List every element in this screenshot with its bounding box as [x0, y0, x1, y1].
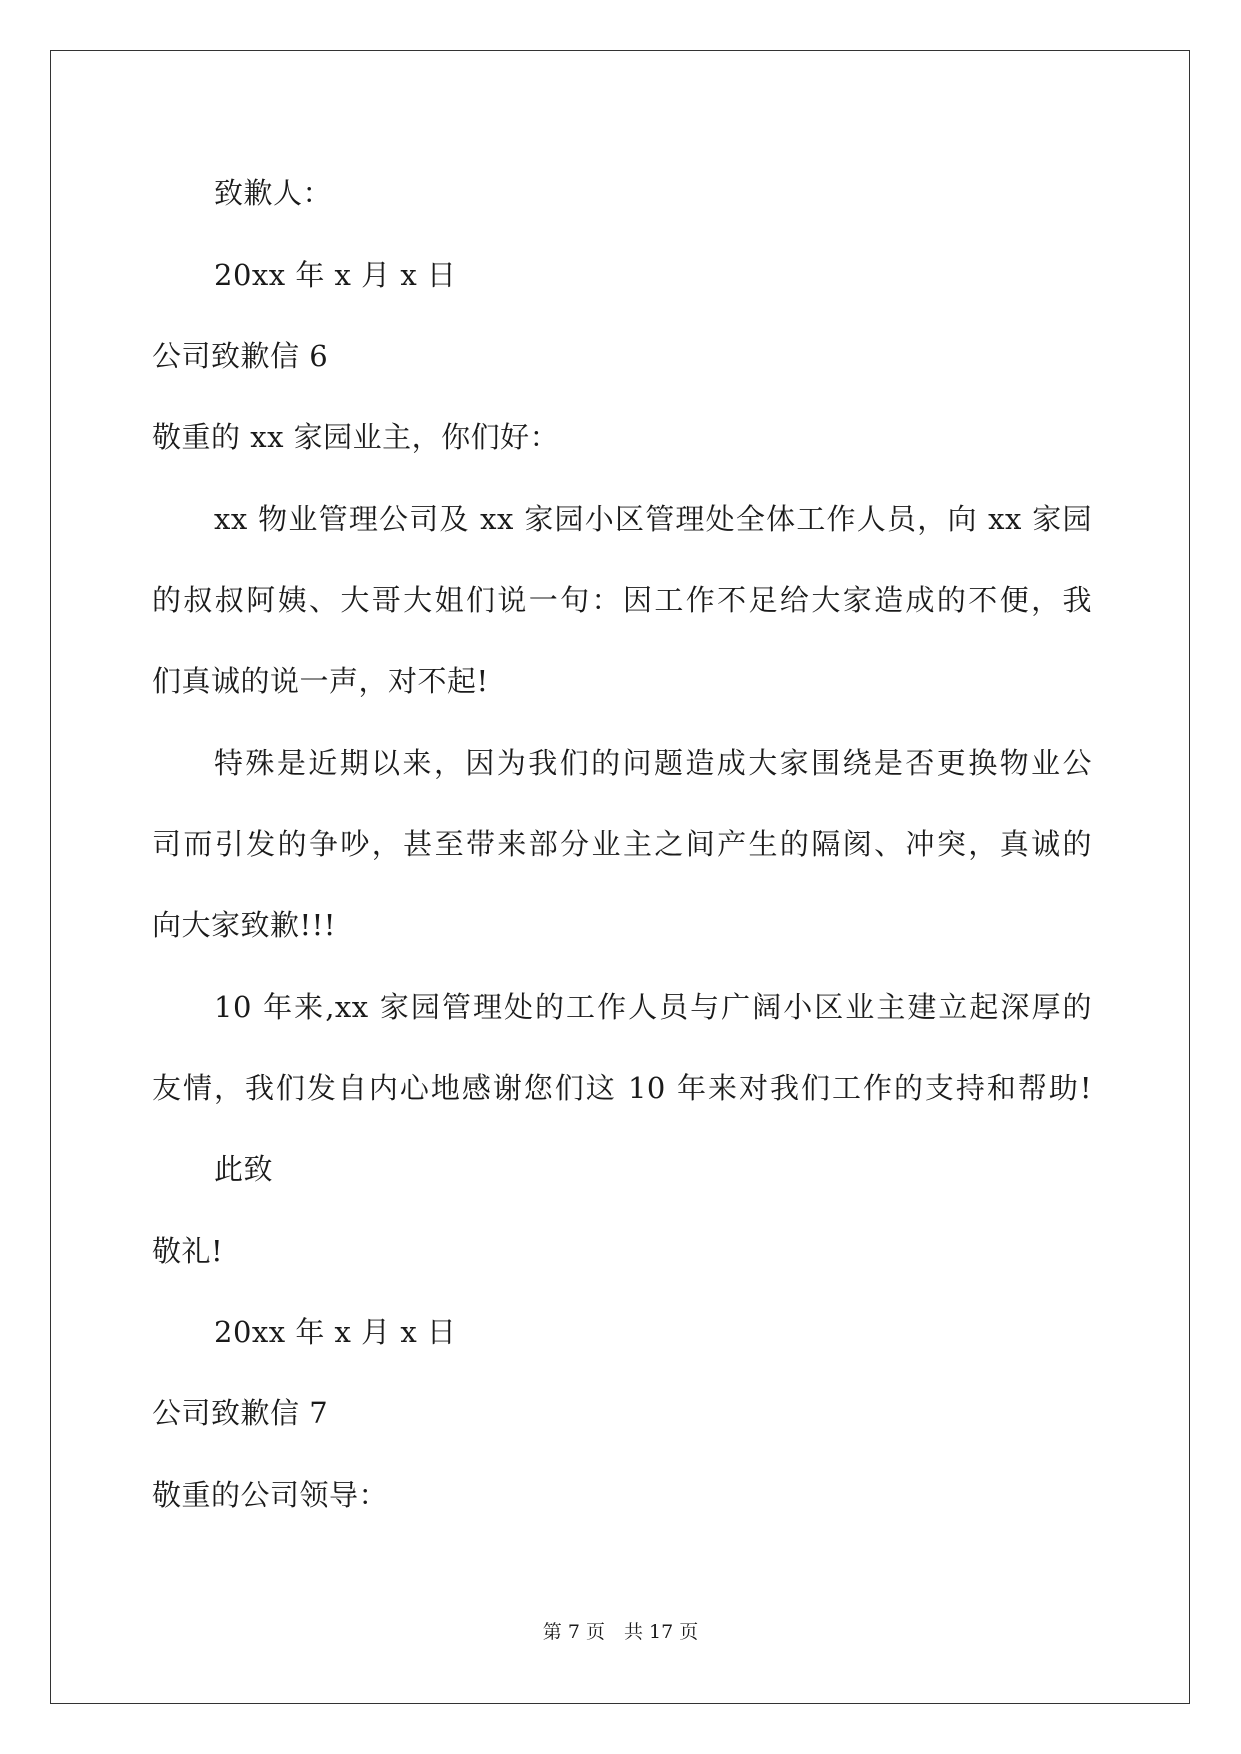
salutation: 敬重的 xx 家园业主，你们好：	[152, 420, 560, 454]
date-line: 20xx 年 x 月 x 日	[214, 258, 457, 292]
paragraph-line: 的叔叔阿姨、大哥大姐们说一句：因工作不足给大家造成的不便，我	[152, 583, 1092, 617]
date-line: 20xx 年 x 月 x 日	[214, 1315, 457, 1349]
paragraph-line: 10 年来,xx 家园管理处的工作人员与广阔小区业主建立起深厚的	[214, 990, 1092, 1024]
closing-salute: 敬礼!	[152, 1234, 224, 1268]
page-border	[50, 50, 1190, 1704]
closing-line: 此致	[214, 1152, 274, 1186]
paragraph-line: xx 物业管理公司及 xx 家园小区管理处全体工作人员，向 xx 家园	[214, 502, 1092, 536]
paragraph-line: 司而引发的争吵，甚至带来部分业主之间产生的隔阂、冲突，真诚的	[152, 827, 1092, 861]
letter-heading: 公司致歉信 6	[152, 339, 329, 373]
signature-line: 致歉人：	[214, 176, 333, 210]
page-number-footer: 第 7 页 共 17 页	[542, 1621, 699, 1643]
letter-heading: 公司致歉信 7	[152, 1396, 329, 1430]
paragraph-line: 友情，我们发自内心地感谢您们这 10 年来对我们工作的支持和帮助!	[152, 1071, 1092, 1105]
paragraph-line: 们真诚的说一声，对不起!	[152, 664, 489, 698]
paragraph-line: 向大家致歉!!!	[152, 908, 336, 942]
salutation: 敬重的公司领导：	[152, 1478, 389, 1512]
paragraph-line: 特殊是近期以来，因为我们的问题造成大家围绕是否更换物业公	[214, 746, 1092, 780]
